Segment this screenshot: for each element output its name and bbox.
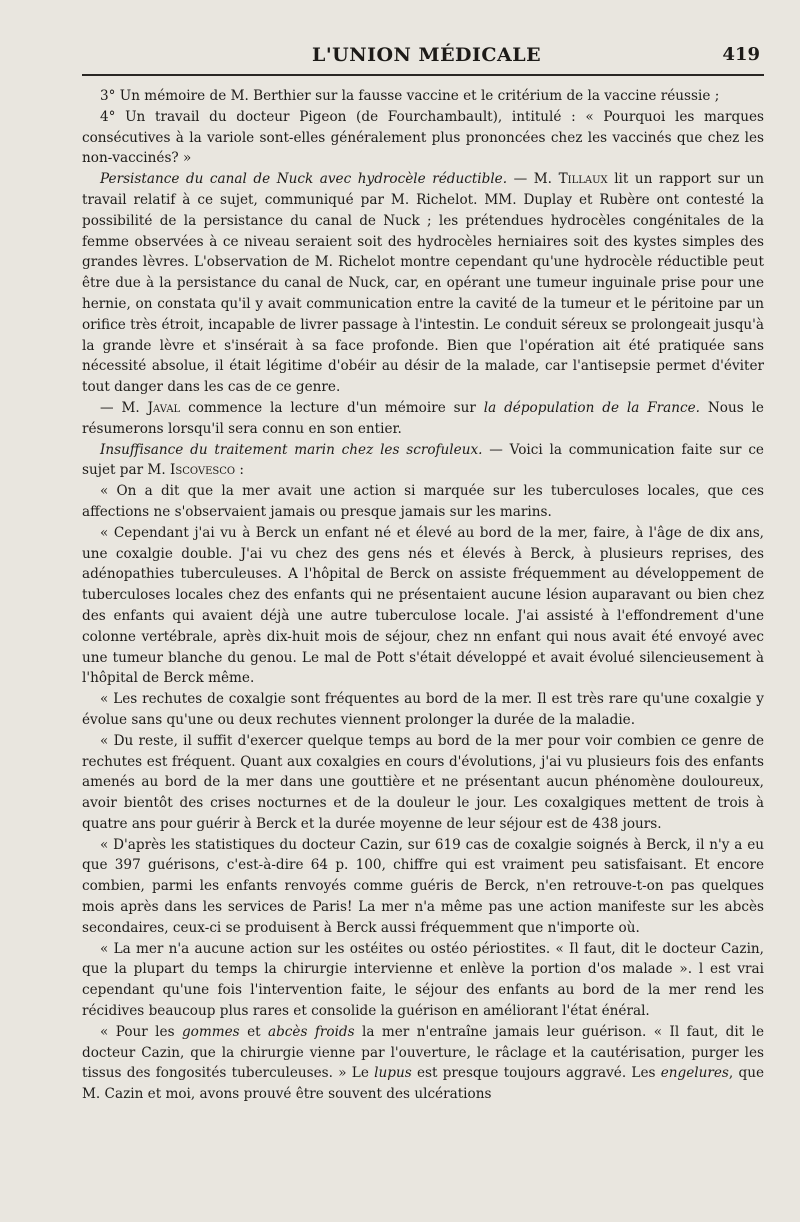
text-run: 4° Un travail du docteur Pigeon (de Fourchambault), intitulé : « Pourquoi les marques consécutives à la variole sont-elles généralement plus prononcées chez les vaccinés que chez les non-vaccinés? » (82, 108, 764, 167)
text-run: « La mer n'a aucune action sur les ostéites ou ostéo périostites. « Il faut, dit le docteur Cazin, que la plupart du temps la chirurgie intervienne et enlève la portion d'os malade ». l est vrai cependant qu'une fois l'intervention faite, le séjour des enfants au bord de la mer rend les récidives beaucoup plus rares et consolide la guérison en améliorant l'état énéral. (82, 940, 764, 1020)
paragraph-quote-7 (82, 1022, 764, 1105)
paragraph-quote-6 (82, 939, 764, 1022)
paragraph-item-3 (82, 86, 764, 107)
text-run: — M. (507, 171, 559, 188)
text-run: commence la lecture d'un mémoire sur (180, 399, 484, 416)
article-body (82, 86, 764, 1105)
paragraph-persistance-canal-nuck (82, 169, 764, 398)
text-run: « Cependant j'ai vu à Berck un enfant né et élevé au bord de la mer, faire, à l'âge de dix ans, une coxalgie double. J'ai vu chez des gens nés et élevés à Berck, à plusieurs reprises, des adénopathies tuberculeuses. A l'hôpital de Berck on assiste fréquemment au développement de tuberculoses locales chez des enfants qui ne présentaient aucune lésion auparavant ou bien chez des enfants qui avaient déjà une autre tuberculose locale. J'ai assisté à l'effondrement d'une colonne vertébrale, après dix-huit mois de séjour, chez nn enfant qui nous avait été envoyé avec une tumeur blanche du genou. Le mal de Pott s'était développé et avait évolué silencieusement à l'hôpital de Berck même. (82, 524, 764, 687)
text-run: lit un rapport sur un travail relatif à ce sujet, communiqué par M. Richelot. MM. Duplay et Rubère ont contesté la possibilité de la persistance du canal de Nuck ; les prétendues hydrocèles congénitales de la femme observées à ce niveau seraient soit des hydrocèles herniaires soit des kystes simples des grandes lèvres. L'observation de M. Richelot montre cependant qu'une hydrocèle réductible peut être due à la persistance du canal de Nuck, car, en opérant une tumeur inguinale prise pour une hernie, on constata qu'il y avait communication entre la cavité de la tumeur et le péritoine par un orifice très étroit, incapable de livrer passage à l'intestin. Le conduit séreux se prolongeait jusqu'à la grande lèvre et s'insérait à sa face profonde. Bien que l'opération ait été pratiquée sans nécessité absolue, il était légitime d'obéir au désir de la malade, car l'antisepsie permet d'éviter tout danger dans les cas de ce genre. (82, 171, 764, 396)
text-run: 3° Un mémoire de M. Berthier sur la fausse vaccine et le critérium de la vaccine réussie ; (100, 88, 720, 104)
text-run: est presque toujours aggravé. Les (411, 1065, 661, 1082)
paragraph-javal (82, 398, 764, 440)
small-caps-name: Iscovesco (169, 462, 236, 479)
italic-text: gommes (181, 1023, 240, 1040)
text-run: , que M. Cazin et moi, avons prouvé être souvent des ulcérations (82, 1065, 764, 1103)
italic-text: engelures (660, 1065, 729, 1082)
small-caps-name: Tillaux (558, 171, 608, 188)
paragraph-quote-2 (82, 523, 764, 689)
text-run: — Voici la communication faite sur ce sujet par M. (82, 441, 764, 479)
paragraph-quote-3 (82, 689, 764, 731)
paragraph-item-4 (82, 107, 764, 169)
page-number: 419 (722, 44, 760, 65)
paragraph-quote-4 (82, 731, 764, 835)
text-run: — M. (100, 399, 148, 416)
small-caps-name: Javal (147, 399, 181, 416)
text-run: « Pour les (100, 1023, 182, 1040)
italic-text: lupus (374, 1065, 412, 1082)
italic-text: Insuffisance du traitement marin chez les scrofuleux. (100, 441, 483, 458)
page-header (82, 34, 764, 76)
paragraph-quote-1 (82, 481, 764, 523)
text-run: « On a dit que la mer avait une action si marquée sur les tuberculoses locales, que ces affections ne s'observaient jamais ou presque jamais sur les marins. (82, 483, 764, 520)
text-run: la mer n'entraîne jamais leur guérison. « Il faut, dit le docteur Cazin, que la chirurgie vienne par l'ouverture, le râclage et la cautérisation, purger les tissus des fongosités tuberculeuses. » Le (82, 1023, 764, 1082)
text-run: « D'après les statistiques du docteur Cazin, sur 619 cas de coxalgie soignés à Berck, il n'y a eu que 397 guérisons, c'est-à-dire 64 p. 100, chiffre qui est vraiment peu satisfaisant. Et encore combien, parmi les enfants renvoyés comme guéris de Berck, n'en retrouve-t-on pas quelques mois après dans les services de Paris! La mer n'a même pas une action manifeste sur les abcès secondaires, ceux-ci se produisent à Berck aussi fréquemment que n'importe où. (82, 836, 764, 936)
italic-text: Persistance du canal de Nuck avec hydrocèle réductible. (100, 171, 508, 188)
paragraph-quote-5 (82, 835, 764, 939)
running-title: L'UNION MÉDICALE (312, 44, 542, 66)
text-run: et (239, 1023, 268, 1040)
paragraph-insuffisance-traitement (82, 440, 764, 482)
text-run: Nous le résumerons lorsqu'il sera connu en son entier. (82, 399, 764, 437)
text-run: « Les rechutes de coxalgie sont fréquentes au bord de la mer. Il est très rare qu'une coxalgie y évolue sans qu'une ou deux rechutes viennent prolonger la durée de la maladie. (82, 691, 764, 728)
italic-text: la dépopulation de la France. (483, 399, 700, 416)
italic-text: abcès froids (268, 1023, 355, 1040)
text-run: « Du reste, il suffit d'exercer quelque temps au bord de la mer pour voir combien ce genre de rechutes est fréquent. Quant aux coxalgies en cours d'évolutions, j'ai vu plusieurs fois des enfants amenés au bord de la mer dans une gouttière et ne présentant aucun phénomène douloureux, avoir bientôt des crises nocturnes et de la douleur le jour. Les coxalgiques mettent de trois à quatre ans pour guérir à Berck et la durée moyenne de leur séjour est de 438 jours. (82, 732, 764, 832)
text-run: : (235, 462, 244, 479)
